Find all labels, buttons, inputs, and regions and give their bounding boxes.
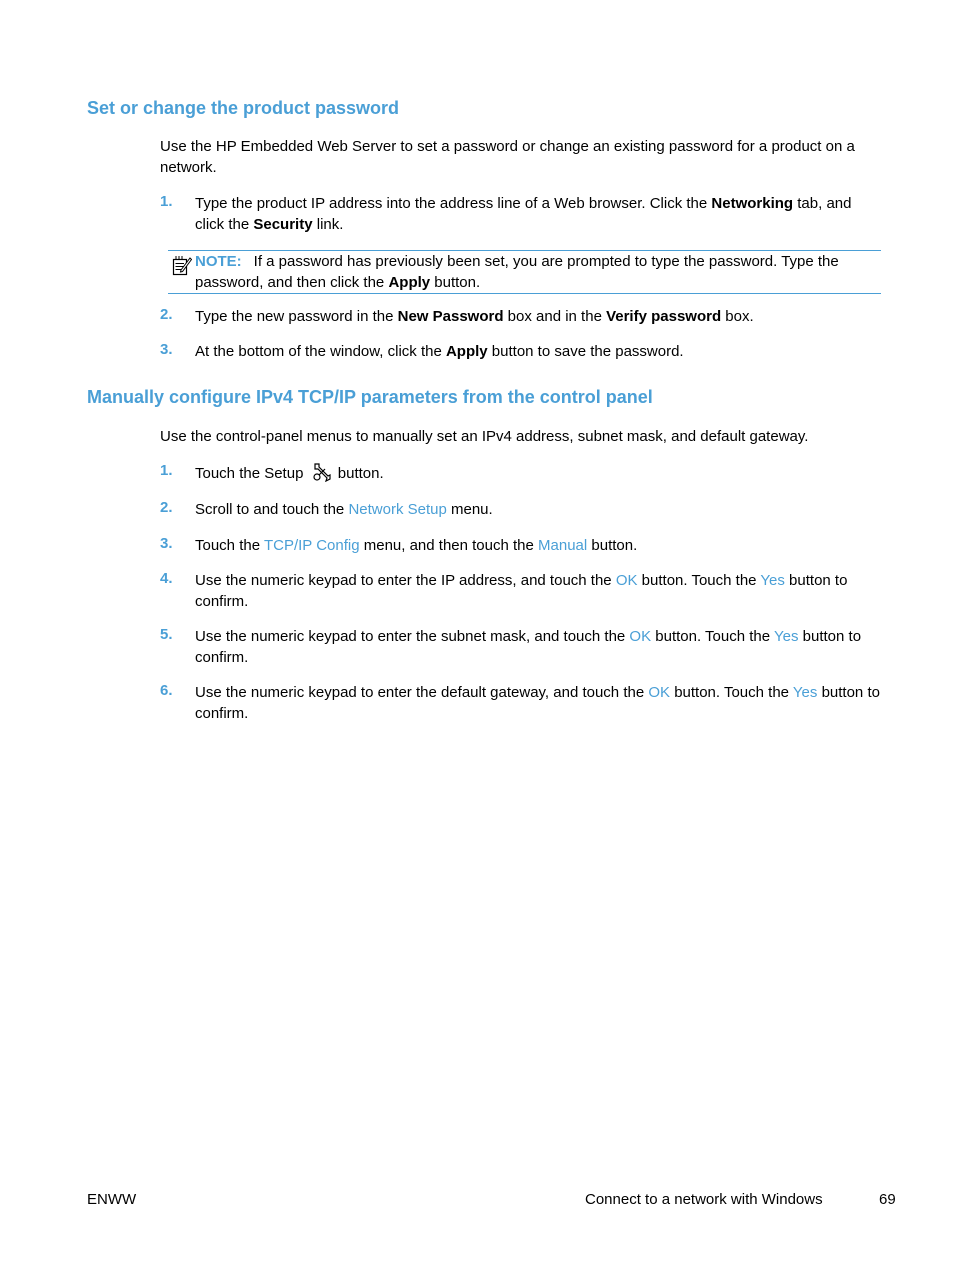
step-number: 3. [160, 535, 173, 552]
note-text: NOTE: If a password has previously been set, you are prompted to type the password. Type the password, and then click the Apply button. [195, 253, 839, 291]
section-intro: Use the HP Embedded Web Server to set a password or change an existing password for a product on a network. [160, 138, 855, 176]
page-number: 69 [879, 1191, 896, 1208]
step-text: Use the numeric keypad to enter the subnet mask, and touch the OK button. Touch the Yes button to confirm. [195, 628, 862, 666]
footer-left: ENWW [87, 1191, 137, 1208]
note-icon [172, 254, 192, 276]
step-number: 2. [160, 306, 173, 323]
section-heading: Manually configure IPv4 TCP/IP parameters from the control panel [87, 387, 653, 407]
button-ref-yes: Yes [792, 684, 818, 701]
step-text: Touch the TCP/IP Config menu, and then touch the Manual button. [195, 537, 638, 554]
step-text: At the bottom of the window, click the Apply button to save the password. [195, 343, 684, 360]
step-number: 4. [160, 570, 173, 587]
step-number: 1. [160, 193, 173, 210]
footer-section-title: Connect to a network with Windows [585, 1191, 823, 1208]
step-number: 2. [160, 499, 173, 516]
step-number: 1. [160, 462, 173, 479]
menu-link-network-setup: Network Setup [348, 501, 447, 518]
button-ref-yes: Yes [760, 572, 785, 589]
button-ref-manual: Manual [538, 537, 588, 554]
step-text: Touch the Setup button. [195, 462, 883, 484]
step-number: 3. [160, 341, 173, 358]
step-number: 6. [160, 682, 173, 699]
step-text: Type the product IP address into the address line of a Web browser. Click the Networking tab, and click the Security link. [195, 195, 852, 233]
step-text: Type the new password in the New Password box and in the Verify password box. [195, 308, 754, 325]
step-text: Scroll to and touch the Network Setup menu. [195, 501, 493, 518]
setup-wrench-icon [310, 462, 332, 482]
menu-link-tcpip-config: TCP/IP Config [263, 537, 360, 554]
section-intro: Use the control-panel menus to manually set an IPv4 address, subnet mask, and default gateway. [160, 428, 809, 445]
step-text: Use the numeric keypad to enter the default gateway, and touch the OK button. Touch the Yes button to confirm. [195, 684, 880, 722]
note-label: NOTE: [195, 253, 242, 270]
button-ref-ok: OK [648, 684, 671, 701]
note-box [168, 250, 881, 294]
section-heading: Set or change the product password [87, 98, 400, 118]
step-text: Use the numeric keypad to enter the IP address, and touch the OK button. Touch the Yes button to confirm. [195, 572, 848, 610]
button-ref-ok: OK [629, 628, 652, 645]
button-ref-yes: Yes [774, 628, 799, 645]
button-ref-ok: OK [615, 572, 638, 589]
step-number: 5. [160, 626, 173, 643]
